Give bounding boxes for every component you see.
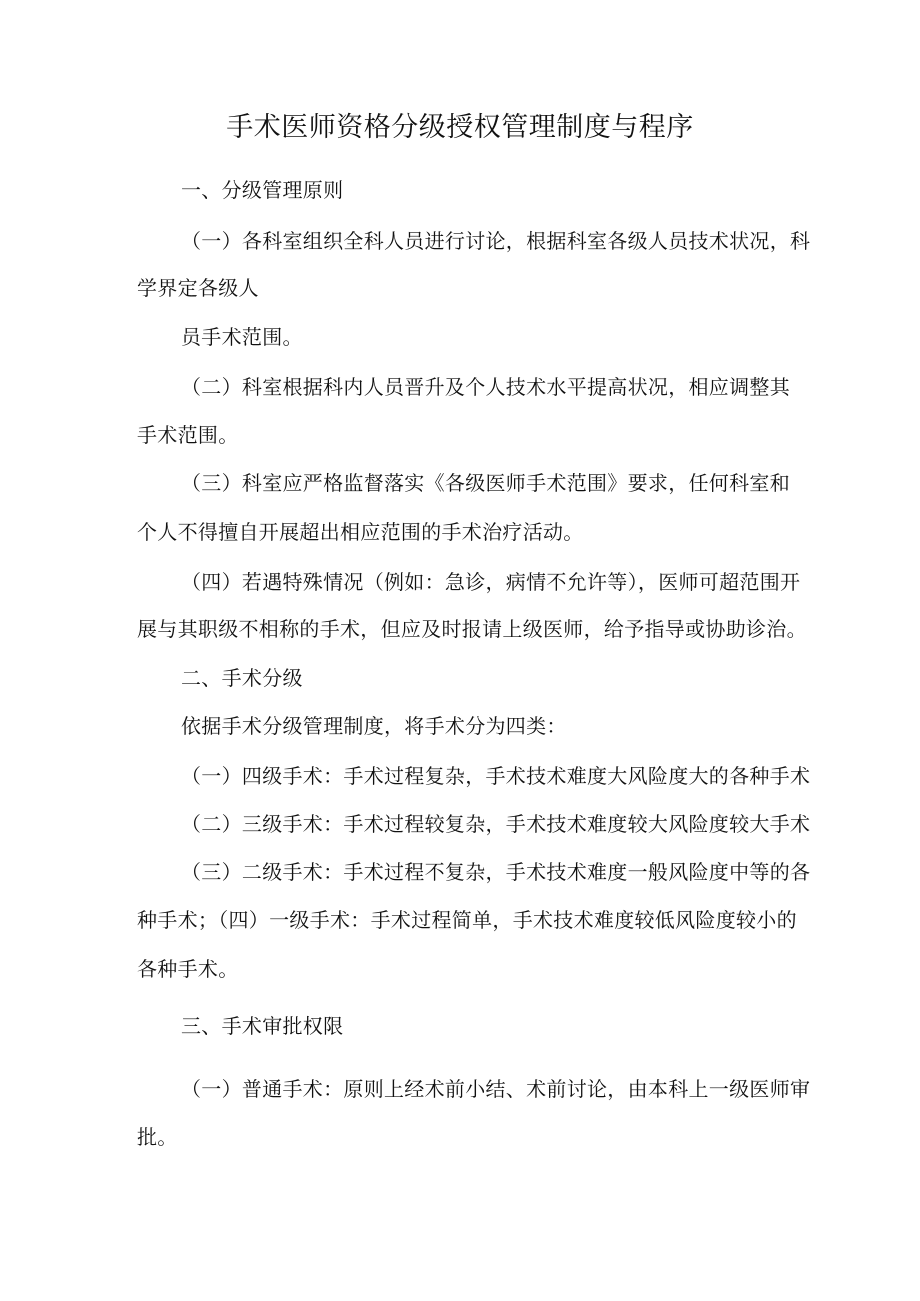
section-heading-1: 一、分级管理原则 (181, 178, 344, 202)
paragraph-line: 依据手术分级管理制度，将手术分为四类： (181, 714, 567, 738)
section-heading-2: 二、手术分级 (181, 666, 303, 690)
paragraph-line: （二）三级手术：手术过程较复杂，手术技术难度较大风险度较大手术 (181, 812, 811, 836)
paragraph-line: （一）四级手术：手术过程复杂，手术技术难度大风险度大的各种手术 (181, 764, 811, 788)
paragraph-line: （二）科室根据科内人员晋升及个人技术水平提高状况，相应调整其 (181, 375, 790, 399)
paragraph-line: （一）普通手术：原则上经术前小结、术前讨论，由本科上一级医师审 (181, 1077, 811, 1101)
paragraph-line: 员手术范围。 (181, 325, 303, 349)
section-heading-3: 三、手术审批权限 (181, 1014, 344, 1038)
paragraph-line: 展与其职级不相称的手术，但应及时报请上级医师，给予指导或协助诊治。 (137, 617, 807, 641)
paragraph-line: （三）科室应严格监督落实《各级医师手术范围》要求，任何科室和 (181, 471, 790, 495)
paragraph-line: 批。 (137, 1125, 178, 1149)
paragraph-line: 个人不得擅自开展超出相应范围的手术治疗活动。 (137, 520, 584, 544)
paragraph-line: 种手术；（四）一级手术：手术过程简单，手术技术难度较低风险度较小的 (137, 908, 797, 932)
paragraph-line: （四）若遇特殊情况（例如：急诊，病情不允许等），医师可超范围开 (181, 570, 801, 594)
document-title: 手术医师资格分级授权管理制度与程序 (226, 112, 694, 143)
paragraph-line: 手术范围。 (137, 423, 239, 447)
paragraph-line: 各种手术。 (137, 957, 239, 981)
paragraph-line: （三）二级手术：手术过程不复杂，手术技术难度一般风险度中等的各 (181, 860, 811, 884)
paragraph-line: （一）各科室组织全科人员进行讨论，根据科室各级人员技术状况，科 (181, 229, 811, 253)
paragraph-line: 学界定各级人 (137, 276, 259, 300)
